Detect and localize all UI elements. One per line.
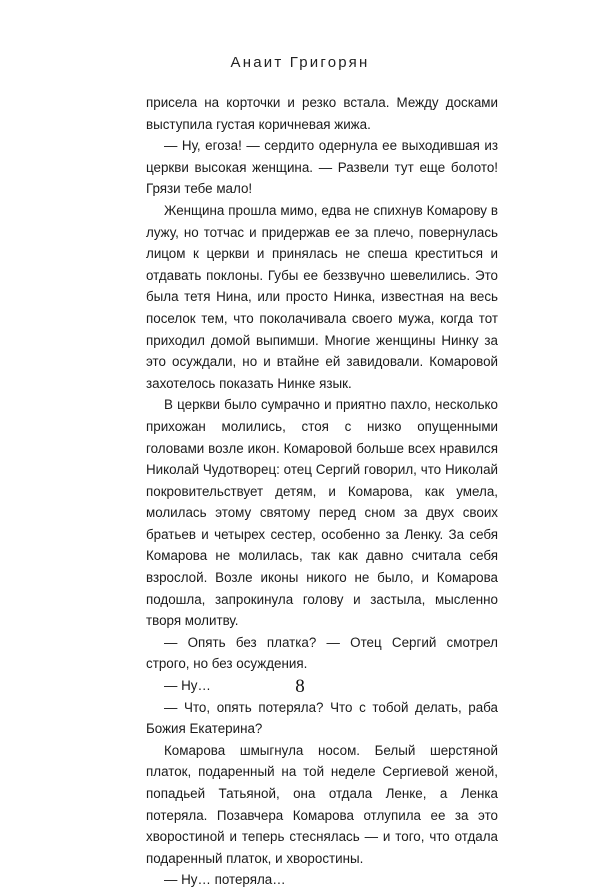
body-text [146,92,498,891]
paragraph-1: присела на корточки и резко встала. Между досками выступила густая коричневая жижа. [146,95,498,132]
running-head-author: Анаит Григорян [230,54,370,71]
paragraph-3: Женщина прошла мимо, едва не спихнув Комарову в лужу, но тотчас и придержав ее за плечо, повернулась лицом к церкви и принялась не спеша креститься и отдавать поклоны. Губы ее беззвучно шевелились. Это была тетя Нина, или просто Нинка, известная на весь поселок тем, что поколачивала своего мужа, когда тот приходил домой выпимши. Многие женщины Нинку за это осуждали, но и втайне ей завидовали. Комаровой захотелось показать Нинке язык. [146,202,498,391]
page-number: 8 [295,676,305,697]
paragraph-4: В церкви было сумрачно и приятно пахло, несколько прихожан молились, стоя с низко опущенными головами возле икон. Комаровой больше всех нравился Николай Чудотворец: отец Сергий говорил, что Николай покровительствует детям, и Комарова, как умела, молилась этому святому перед сном за двух своих братьев и четырех сестер, особенно за Ленку. За себя Комарова не молилась, так как давно считала себя взрослой. Возле иконы никого не было, и Комарова подошла, запрокинула голову и застыла, мысленно творя молитву. [146,397,498,629]
paragraph-7: — Что, опять потеряла? Что с тобой делать, раба Божия Екатерина? [146,699,498,737]
paragraph-5: — Опять без платка? — Отец Сергий смотрел строго, но без осуждения. [146,634,498,672]
paragraph-9: — Ну… потеряла… [164,872,286,888]
paragraph-6: — Ну… [164,678,211,694]
paragraph-8: Комарова шмыгнула носом. Белый шерстяной платок, подаренный на той неделе Сергиевой женой, попадьей Татьяной, она отдала Ленке, а Ленка потеряла. Позавчера Комарова отлупила ее за это хворостиной и теперь стеснялась — и того, что отдала подаренный платок, и хворостины. [146,742,498,866]
paragraph-2: — Ну, егоза! — сердито одернула ее выходившая из церкви высокая женщина. — Развели тут еще болото! Грязи тебе мало! [146,138,498,197]
